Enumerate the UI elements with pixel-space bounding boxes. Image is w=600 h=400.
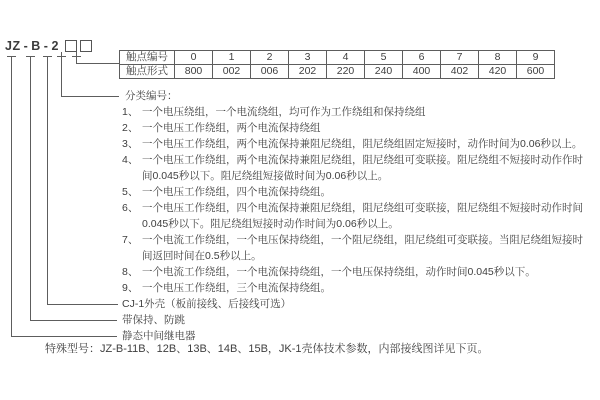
contact-form-cell: 600 <box>516 65 554 78</box>
classification-line-text: 一个电压工作绕组，四个电流保持兼阻尼绕组，阻尼绕组可变联接，阻尼绕组不短接时动作时间 <box>142 202 583 214</box>
classification-line-number: 3、 <box>122 138 139 150</box>
contact-form-header: 触点形式 <box>126 65 168 77</box>
classification-line-text: 一个电压工作绕组，四个电流保持绕组。 <box>142 186 331 198</box>
classification-section <box>122 88 600 344</box>
model-code <box>5 39 92 53</box>
contact-number-cell: 7 <box>440 51 478 64</box>
model-class-letter: B <box>31 39 41 53</box>
classification-line-number: 2、 <box>122 122 139 134</box>
contact-table <box>119 50 555 79</box>
contact-number-cell: 9 <box>516 51 554 64</box>
classification-line-text: 一个电流工作绕组，一个电压保持绕组，一个阻尼绕组，阻尼绕组可变联接。当阻尼绕组短接时 <box>142 234 583 246</box>
model-design-num: 2 <box>51 39 59 53</box>
contact-number-cell: 5 <box>364 51 402 64</box>
model-dash: - <box>43 39 49 53</box>
contact-number-cell: 3 <box>288 51 326 64</box>
classification-line <box>122 280 600 296</box>
contact-number-cell: 6 <box>402 51 440 64</box>
contact-form-row <box>120 64 554 78</box>
model-dash: - <box>23 39 29 53</box>
classification-line <box>122 248 600 264</box>
contact-form-cell: 420 <box>478 65 516 78</box>
classification-line <box>122 264 600 280</box>
contact-number-cells <box>174 51 554 64</box>
classification-line <box>122 104 600 120</box>
contact-number-row <box>120 51 554 64</box>
classification-line <box>122 184 600 200</box>
code-digit-box-2 <box>80 40 92 52</box>
classification-line-number: 1、 <box>122 106 139 118</box>
classification-line <box>122 200 600 216</box>
contact-form-cell: 220 <box>326 65 364 78</box>
label-hold-antipump: 带保持、防跳 <box>122 314 185 326</box>
special-models-note: 特殊型号：JZ-B-11B、12B、13B、14B、15B，JK-1壳体技术参数，内部接线图详见下页。 <box>45 343 489 355</box>
model-series: JZ <box>5 39 21 53</box>
classification-line-number <box>122 216 142 232</box>
classification-line-number <box>122 248 142 264</box>
classification-line-text: 间0.045秒以下。阻尼绕组短接做时间为0.06秒以上。 <box>142 170 389 182</box>
connector-line-contact-table <box>76 52 120 64</box>
classification-line-number: 5、 <box>122 186 139 198</box>
classification-line-text: 一个电压工作绕组，两个电流保持绕组 <box>142 122 321 134</box>
classification-line-text: 一个电压工作绕组，两个电流保持兼阻尼绕组，阻尼绕组固定短接时，动作时间为0.06秒以上。 <box>142 138 583 150</box>
classification-line-number: 9、 <box>122 282 139 294</box>
classification-line <box>122 136 600 152</box>
classification-list <box>122 104 600 296</box>
classification-line-number: 4、 <box>122 154 139 166</box>
contact-form-cell: 402 <box>440 65 478 78</box>
classification-line-text: 一个电压工作绕组，两个电流保持兼阻尼绕组，阻尼绕组可变联接。阻尼绕组不短接时动作作时 <box>142 154 583 166</box>
contact-number-cell: 1 <box>212 51 250 64</box>
classification-line <box>122 168 600 184</box>
contact-form-cell: 006 <box>250 65 288 78</box>
classification-line-text: 一个电压工作绕组，三个电流保持绕组。 <box>142 282 331 294</box>
label-static-relay: 静态中间继电器 <box>122 330 196 342</box>
contact-form-cell: 240 <box>364 65 402 78</box>
contact-number-header: 触点编号 <box>126 51 168 63</box>
classification-line-number: 6、 <box>122 202 139 214</box>
classification-line-text: 一个电流工作绕组，一个电流保持绕组，一个电压保持绕组，动作时间0.045秒以下。 <box>142 266 536 278</box>
contact-form-cell: 400 <box>402 65 440 78</box>
contact-number-cell: 8 <box>478 51 516 64</box>
classification-line-number: 8、 <box>122 266 139 278</box>
code-digit-box-1 <box>65 40 77 52</box>
classification-line <box>122 120 600 136</box>
contact-form-cell: 800 <box>174 65 212 78</box>
classification-line-number <box>122 168 142 184</box>
classification-line-number: 7、 <box>122 234 139 246</box>
contact-form-cell: 002 <box>212 65 250 78</box>
contact-form-cells <box>174 65 554 78</box>
classification-line <box>122 216 600 232</box>
classification-line <box>122 232 600 248</box>
label-shell: CJ-1外壳（板前接线、后接线可选） <box>122 298 292 310</box>
classification-line-text: 一个电压绕组，一个电流绕组，均可作为工作绕组和保持绕组 <box>142 106 426 118</box>
contact-number-cell: 4 <box>326 51 364 64</box>
classification-line-text: 0.045秒以下。阻尼绕组短接时动作时间为0.06秒以上。 <box>142 218 399 230</box>
classification-title: 分类编号： <box>125 90 178 102</box>
contact-form-cell: 202 <box>288 65 326 78</box>
classification-line <box>122 152 600 168</box>
contact-number-cell: 2 <box>250 51 288 64</box>
contact-number-cell: 0 <box>174 51 212 64</box>
classification-line-text: 间返回时间在0.5秒以上。 <box>142 250 262 262</box>
